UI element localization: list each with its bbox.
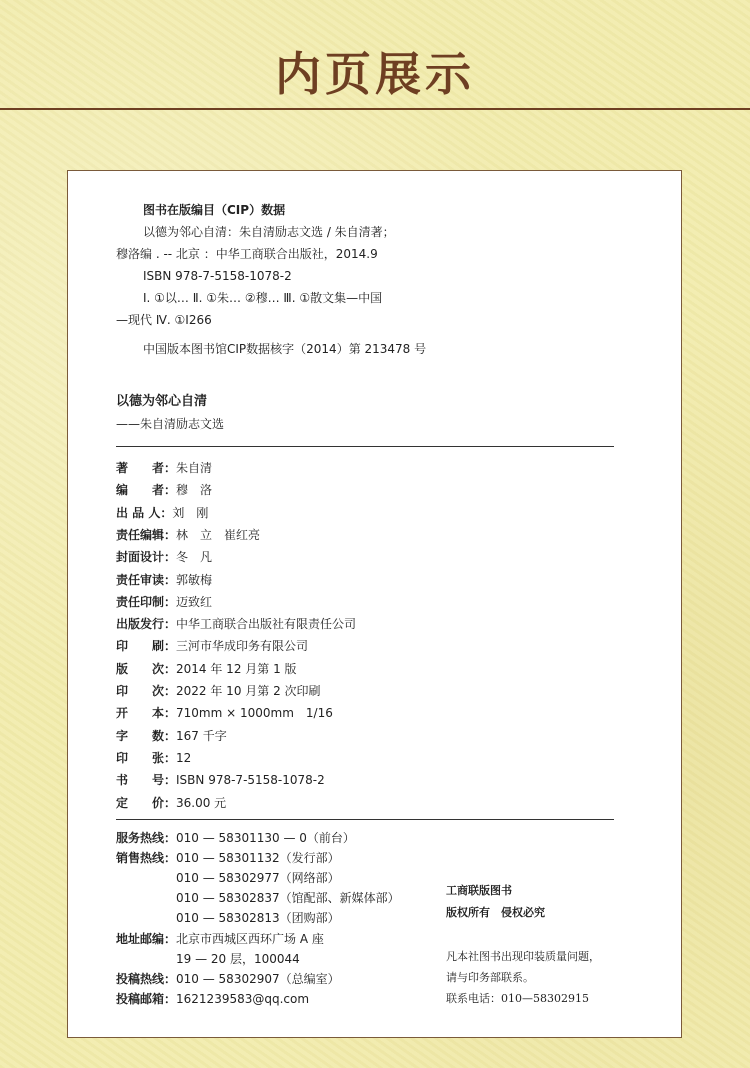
credit-value: 三河市华成印务有限公司 (176, 639, 309, 654)
divider (116, 819, 614, 820)
submission-email-label: 投稿邮箱： (116, 992, 177, 1006)
sales-value: 010 — 58302837（馆配部、新媒体部） (176, 891, 400, 905)
credit-label: 责任编辑： (116, 527, 177, 542)
credit-label: 书 号： (116, 773, 177, 788)
copyright-page (67, 170, 682, 1038)
credit-label: 定 价： (116, 795, 177, 810)
credit-value: 冬 凡 (176, 550, 213, 565)
credit-label: 责任审读： (116, 572, 177, 587)
publisher-note: 工商联版图书 (446, 884, 512, 897)
cip-line: 以德为邻心自清：朱自清励志文选 / 朱自清著； (143, 225, 395, 239)
credit-value: ISBN 978-7-5158-1078-2 (176, 773, 325, 788)
credit-value: 12 (176, 750, 192, 765)
quality-notice: 凡本社图书出现印装质量问题， (446, 950, 600, 963)
contact-phone: 联系电话：010—58302915 (446, 992, 589, 1005)
header-divider (0, 108, 750, 110)
credit-label: 印 刷： (116, 639, 177, 654)
credit-row (116, 706, 333, 720)
credit-row (116, 461, 212, 475)
credit-row (116, 483, 212, 497)
credit-label: 印 次： (116, 684, 177, 698)
credit-label: 印 张： (116, 750, 177, 765)
credit-value: 林 立 崔红亮 (176, 527, 261, 542)
credit-row (116, 550, 212, 564)
quality-notice: 请与印务部联系。 (446, 971, 534, 984)
credit-label: 编 者： (116, 483, 177, 498)
credit-row (116, 595, 212, 609)
submission-phone-value: 010 — 58302907（总编室） (176, 972, 340, 986)
credit-value: 中华工商联合出版社有限责任公司 (176, 617, 357, 632)
book-subtitle: ——朱自清励志文选 (116, 417, 225, 431)
credit-row (116, 573, 212, 587)
submission-email (116, 992, 309, 1006)
cip-heading: 图书在版编目（CIP）数据 (143, 203, 286, 217)
address (116, 932, 324, 946)
book-title: 以德为邻心自清 (116, 394, 208, 409)
credit-value: 迈致红 (176, 594, 213, 609)
credit-value: 167 千字 (176, 728, 227, 743)
submission-hotline (116, 972, 340, 986)
credit-label: 出 品 人： (116, 505, 173, 520)
sales-value: 010 — 58302813（团购部） (176, 911, 340, 925)
address-value: 北京市西城区西环广场 A 座 (176, 932, 324, 946)
credit-row (116, 617, 356, 631)
cip-line: 穆洛编 . -- 北京 ：中华工商联合出版社，2014.9 (116, 247, 378, 261)
credit-row (116, 506, 208, 520)
sales-hotline (116, 851, 340, 865)
copyright-notice: 版权所有 侵权必究 (446, 906, 545, 919)
service-hotline (116, 831, 355, 845)
address-value: 19 — 20 层，100044 (176, 952, 300, 966)
divider (116, 446, 614, 447)
credit-row (116, 528, 260, 542)
credit-value: 郭敏梅 (176, 572, 213, 587)
credit-label: 责任印制： (116, 594, 177, 609)
credit-value: 2014 年 12 月第 1 版 (176, 661, 297, 676)
credit-row (116, 796, 226, 810)
service-value: 010 — 58301130 — 0（前台） (176, 831, 355, 845)
credit-row (116, 729, 227, 743)
credit-row (116, 751, 191, 765)
credit-value: 710mm × 1000mm 1/16 (176, 706, 333, 721)
credit-label: 版 次： (116, 661, 177, 676)
credit-row (116, 662, 297, 676)
address-label: 地址邮编： (116, 932, 177, 946)
credit-value: 穆 洛 (176, 483, 213, 498)
submission-phone-label: 投稿热线： (116, 972, 177, 986)
service-label: 服务热线： (116, 831, 177, 845)
credit-value: 2022 年 10 月第 2 次印刷 (176, 684, 321, 698)
submission-email-value: 1621239583@qq.com (176, 992, 310, 1006)
credit-value: 刘 刚 (172, 505, 209, 520)
cip-line: —现代 Ⅳ. ①I266 (116, 313, 212, 327)
page-title: 内页展示 (275, 47, 475, 101)
credit-label: 字 数： (116, 728, 177, 743)
sales-label: 销售热线： (116, 851, 177, 865)
credit-row (116, 639, 308, 653)
credit-label: 出版发行： (116, 617, 177, 632)
credit-label: 开 本： (116, 706, 177, 721)
credit-label: 封面设计： (116, 550, 177, 565)
credit-row (116, 684, 321, 698)
cip-line: Ⅰ. ①以… Ⅱ. ①朱… ②穆… Ⅲ. ①散文集—中国 (143, 291, 383, 305)
cip-record-number: 中国版本图书馆CIP数据核字（2014）第 213478 号 (143, 342, 427, 356)
credit-label: 著 者： (116, 461, 177, 475)
credit-value: 朱自清 (176, 461, 213, 475)
credit-row (116, 773, 325, 787)
sales-value: 010 — 58301132（发行部） (176, 851, 340, 865)
cip-isbn: ISBN 978-7-5158-1078-2 (143, 269, 292, 283)
sales-value: 010 — 58302977（网络部） (176, 871, 340, 885)
credit-value: 36.00 元 (176, 795, 227, 810)
